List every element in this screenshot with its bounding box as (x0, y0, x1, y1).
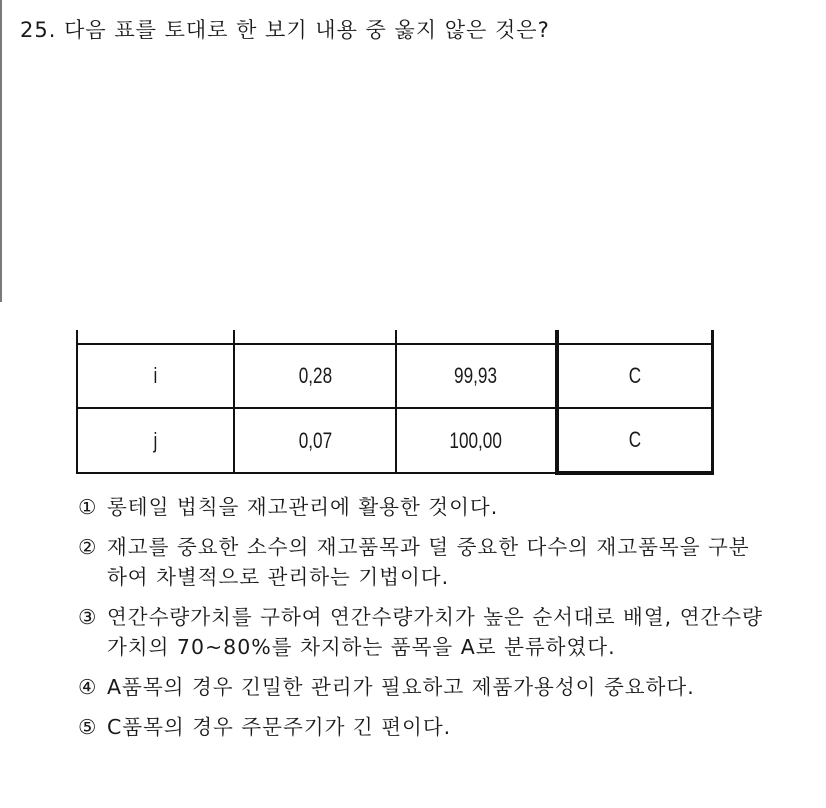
question-title: 25. 다음 표를 토대로 한 보기 내용 중 옳지 않은 것은? (20, 18, 550, 42)
cell-grade: C (557, 344, 713, 408)
table-row (77, 408, 713, 473)
cell-value: 0,28 (234, 344, 396, 408)
option-text: A품목의 경우 긴밀한 관리가 필요하고 제품가용성이 중요하다. (107, 675, 695, 699)
table-row (77, 344, 713, 408)
cell-item: j (77, 408, 234, 473)
option-5[interactable] (78, 712, 768, 742)
option-marker: ③ (78, 605, 98, 629)
option-marker: ⑤ (78, 715, 98, 739)
option-text: 롱테일 법칙을 재고관리에 활용한 것이다. (107, 495, 499, 519)
cell-cumulative: 99,93 (396, 344, 557, 408)
abc-table (76, 330, 714, 475)
option-marker: ④ (78, 675, 98, 699)
option-1[interactable] (78, 492, 768, 522)
table-row-truncated (77, 330, 713, 344)
option-3[interactable] (78, 602, 768, 662)
cell-value: 0,07 (234, 408, 396, 473)
cell-item: i (77, 344, 234, 408)
option-4[interactable] (78, 672, 768, 702)
left-border-line (0, 0, 2, 302)
option-text: C품목의 경우 주문주기가 긴 편이다. (107, 715, 452, 739)
option-marker: ① (78, 495, 98, 519)
option-text: 연간수량가치를 구하여 연간수량가치가 높은 순서대로 배열, 연간수량가치의 70~80%를 차지하는 품목을 A로 분류하였다. (107, 605, 763, 659)
cell-cumulative: 100,00 (396, 408, 557, 473)
option-2[interactable] (78, 532, 768, 592)
option-text: 재고를 중요한 소수의 재고품목과 덜 중요한 다수의 재고품목을 구분하여 차별적으로 관리하는 기법이다. (107, 535, 750, 589)
cell-grade: C (557, 408, 713, 473)
option-marker: ② (78, 535, 98, 559)
answer-options (78, 492, 768, 752)
